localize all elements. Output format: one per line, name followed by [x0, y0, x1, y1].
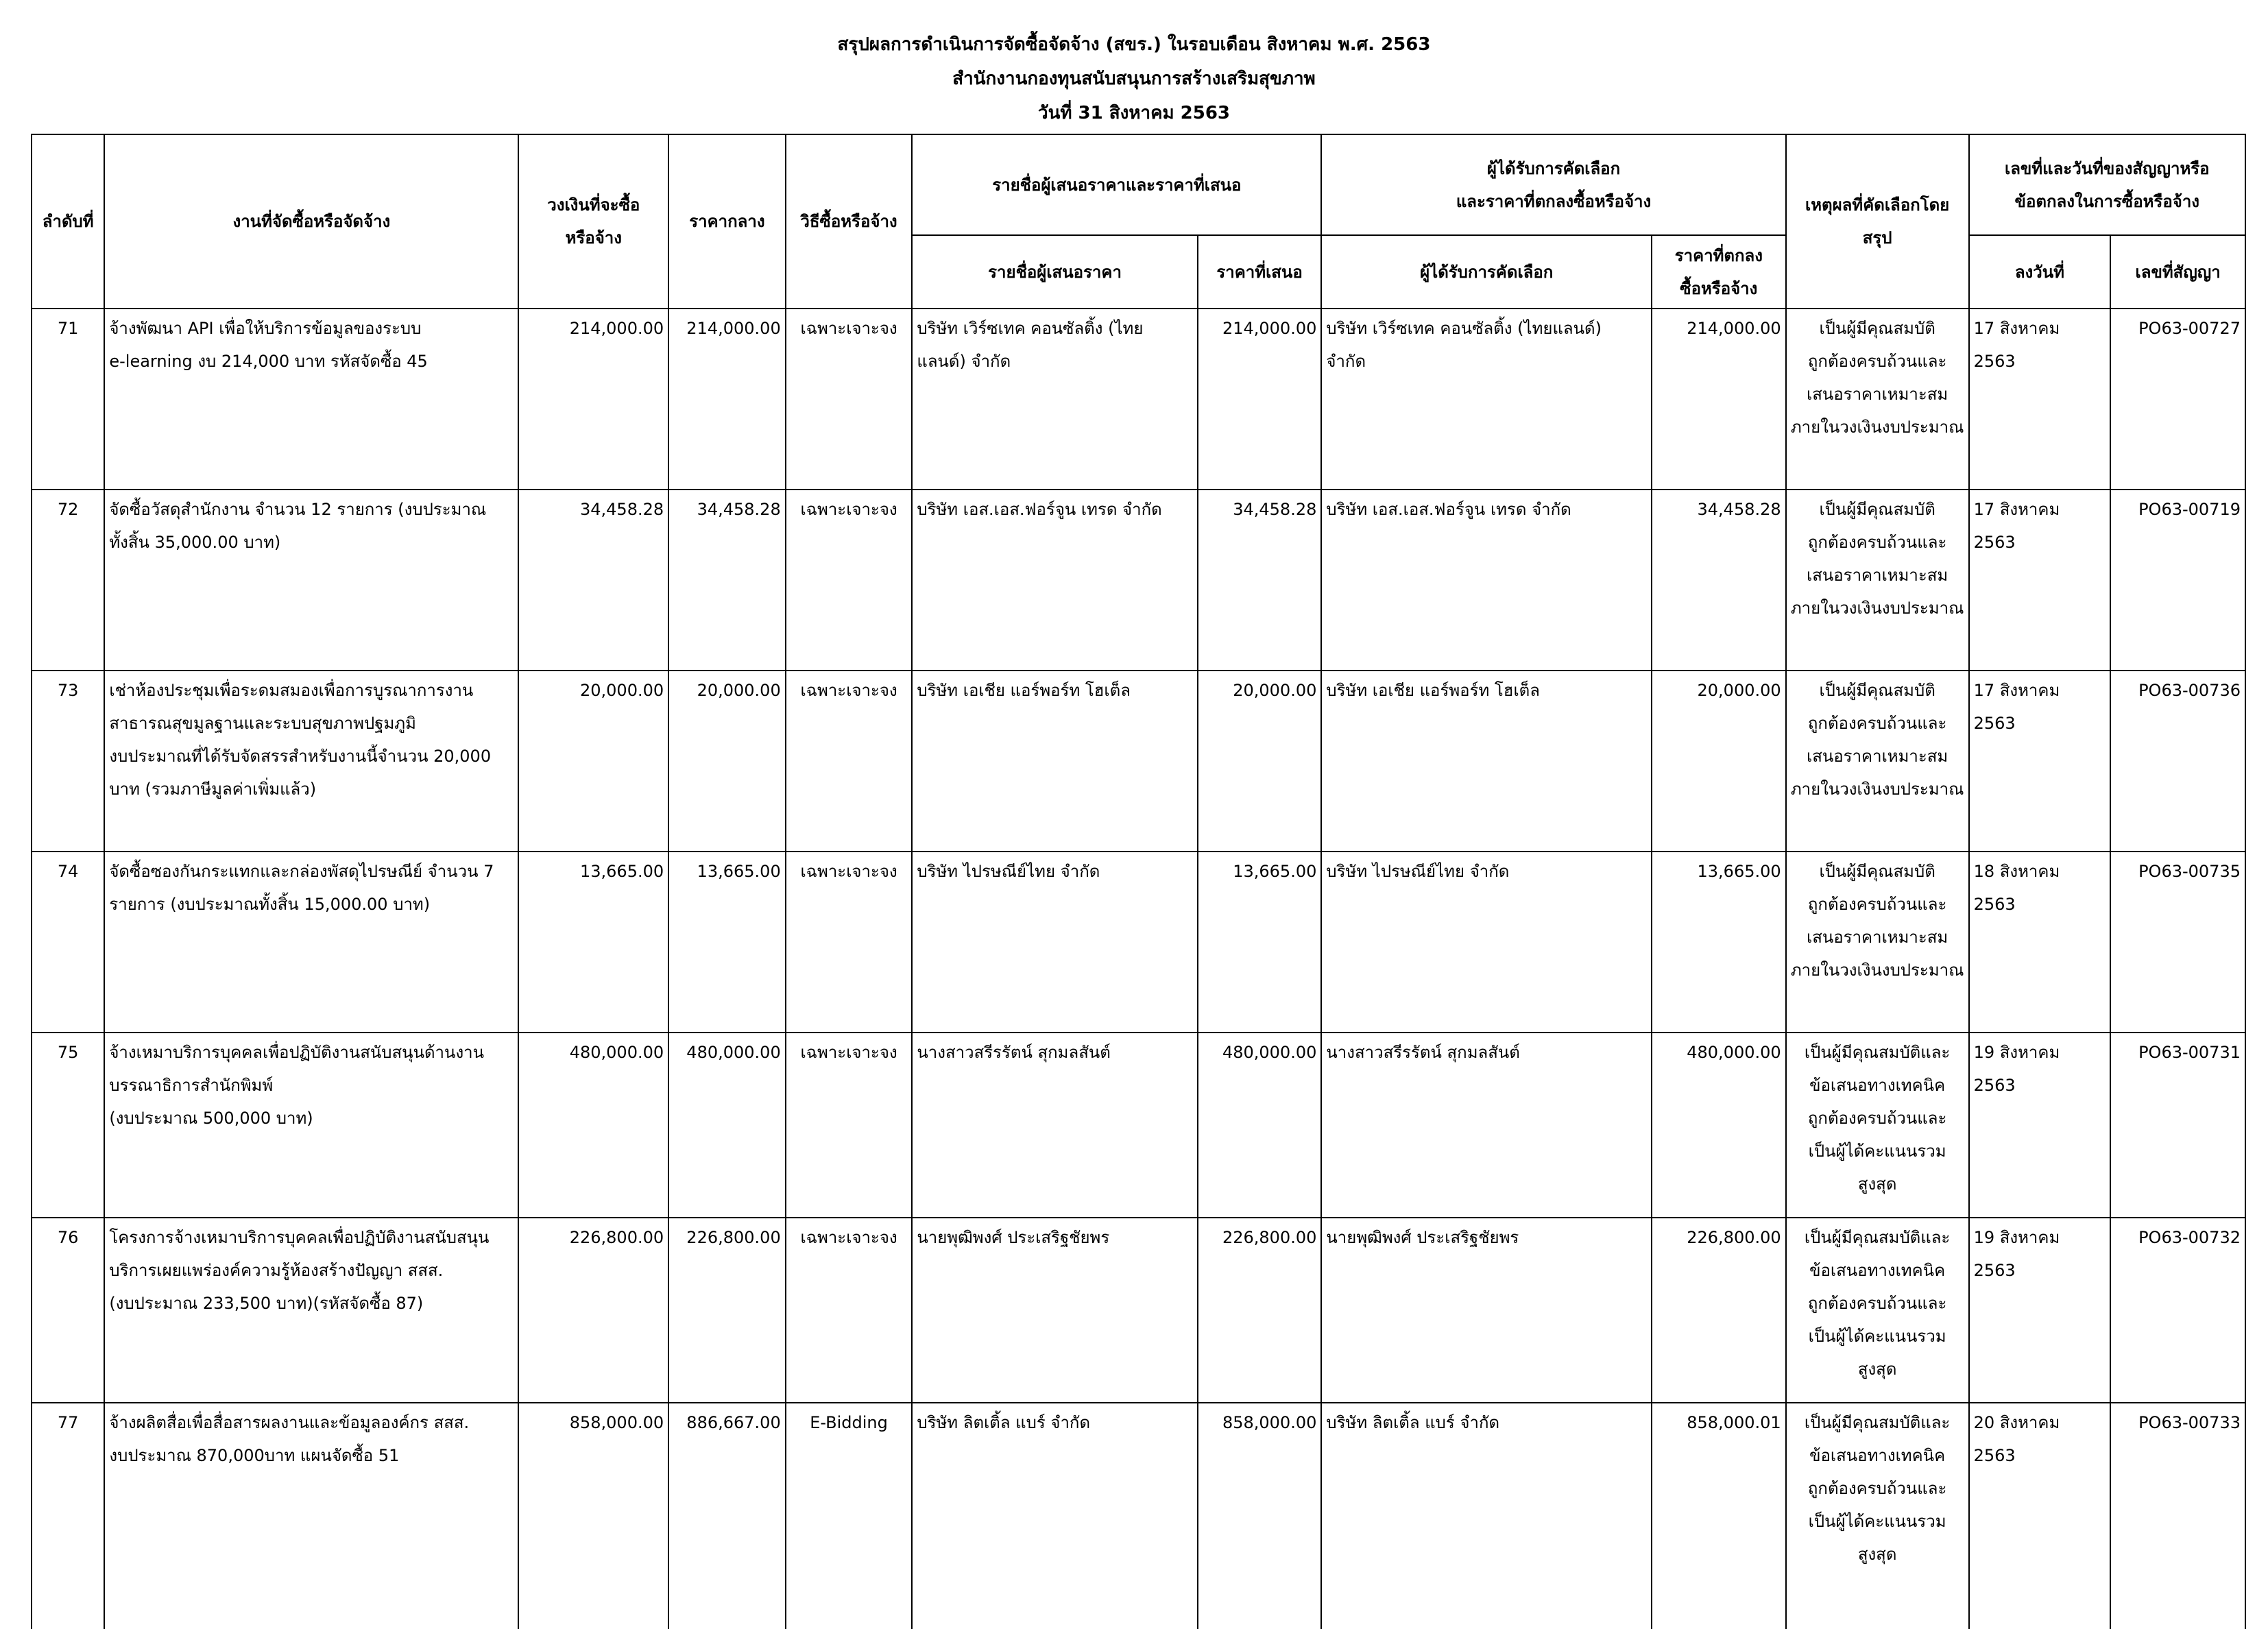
cell-method: E-Bidding [786, 1403, 913, 1629]
cell-budget: 20,000.00 [518, 671, 668, 852]
column-header-bidder-name: รายชื่อผู้เสนอราคา [912, 235, 1197, 309]
cell-median-price: 226,800.00 [668, 1218, 786, 1403]
cell-method: เฉพาะเจาะจง [786, 671, 913, 852]
column-header-agreed-price: ราคาที่ตกลง ซื้อหรือจ้าง [1652, 235, 1786, 309]
cell-bid-price: 214,000.00 [1198, 309, 1322, 490]
cell-bid-price: 480,000.00 [1198, 1033, 1322, 1218]
cell-selected-name: นายพุฒิพงศ์ ประเสริฐชัยพร [1321, 1218, 1652, 1403]
cell-work: จ้างเหมาบริการบุคคลเพื่อปฏิบัติงานสนับสนุนด้านงาน บรรณาธิการสำนักพิมพ์ (งบประมาณ 500,000 บาท) [104, 1033, 518, 1218]
cell-no: 76 [32, 1218, 104, 1403]
table-row [32, 1033, 2245, 1218]
document-header [0, 27, 2268, 130]
cell-bidder-name: บริษัท เอส.เอส.ฟอร์จูน เทรด จำกัด [912, 490, 1197, 671]
cell-work: จ้างผลิตสื่อเพื่อสื่อสารผลงานและข้อมูลองค์กร สสส. งบประมาณ 870,000บาท แผนจัดซื้อ 51 [104, 1403, 518, 1629]
cell-work: โครงการจ้างเหมาบริการบุคคลเพื่อปฏิบัติงานสนับสนุน บริการเผยแพร่องค์ความรู้ห้องสร้างปัญญา สสส. (งบประมาณ 233,500 บาท)(รหัสจัดซื้อ 87) [104, 1218, 518, 1403]
cell-budget: 214,000.00 [518, 309, 668, 490]
column-header-work: งานที่จัดซื้อหรือจัดจ้าง [104, 134, 518, 309]
cell-contract-date: 19 สิงหาคม 2563 [1969, 1033, 2111, 1218]
cell-bidder-name: นายพุฒิพงศ์ ประเสริฐชัยพร [912, 1218, 1197, 1403]
cell-reason: เป็นผู้มีคุณสมบัติและ ข้อเสนอทางเทคนิค ถูกต้องครบถ้วนและ เป็นผู้ได้คะแนนรวม สูงสุด [1786, 1218, 1969, 1403]
cell-contract-date: 17 สิงหาคม 2563 [1969, 671, 2111, 852]
cell-contract-date: 19 สิงหาคม 2563 [1969, 1218, 2111, 1403]
table-header [32, 134, 2245, 309]
table-row [32, 671, 2245, 852]
cell-contract-no: PO63-00736 [2110, 671, 2245, 852]
cell-bidder-name: บริษัท เวิร์ซเทค คอนซัลติ้ง (ไทย แลนด์) จำกัด [912, 309, 1197, 490]
cell-no: 72 [32, 490, 104, 671]
cell-method: เฉพาะเจาะจง [786, 1218, 913, 1403]
column-group-bidders: รายชื่อผู้เสนอราคาและราคาที่เสนอ [912, 134, 1321, 235]
cell-reason: เป็นผู้มีคุณสมบัติ ถูกต้องครบถ้วนและ เสนอราคาเหมาะสม ภายในวงเงินงบประมาณ [1786, 309, 1969, 490]
cell-bidder-name: บริษัท ลิตเติ้ล แบร์ จำกัด [912, 1403, 1197, 1629]
column-header-contract-no: เลขที่สัญญา [2110, 235, 2245, 309]
cell-contract-date: 17 สิงหาคม 2563 [1969, 490, 2111, 671]
cell-median-price: 13,665.00 [668, 852, 786, 1033]
cell-selected-name: บริษัท ลิตเติ้ล แบร์ จำกัด [1321, 1403, 1652, 1629]
document-title: สรุปผลการดำเนินการจัดซื้อจัดจ้าง (สขร.) ในรอบเดือน สิงหาคม พ.ศ. 2563 [837, 34, 1431, 55]
column-header-selected-name: ผู้ได้รับการคัดเลือก [1321, 235, 1652, 309]
cell-work: จัดซื้อซองกันกระแทกและกล่องพัสดุไปรษณีย์ จำนวน 7 รายการ (งบประมาณทั้งสิ้น 15,000.00 บาท) [104, 852, 518, 1033]
cell-work: จัดซื้อวัสดุสำนักงาน จำนวน 12 รายการ (งบประมาณ ทั้งสิ้น 35,000.00 บาท) [104, 490, 518, 671]
table-body [32, 309, 2245, 1629]
cell-selected-name: บริษัท ไปรษณีย์ไทย จำกัด [1321, 852, 1652, 1033]
cell-median-price: 34,458.28 [668, 490, 786, 671]
cell-agreed-price: 480,000.00 [1652, 1033, 1786, 1218]
cell-contract-no: PO63-00731 [2110, 1033, 2245, 1218]
cell-no: 77 [32, 1403, 104, 1629]
cell-selected-name: นางสาวสรีรรัตน์ สุกมลสันต์ [1321, 1033, 1652, 1218]
cell-budget: 13,665.00 [518, 852, 668, 1033]
column-header-reason: เหตุผลที่คัดเลือกโดย สรุป [1786, 134, 1969, 309]
cell-bidder-name: บริษัท เอเชีย แอร์พอร์ท โฮเต็ล [912, 671, 1197, 852]
cell-contract-date: 17 สิงหาคม 2563 [1969, 309, 2111, 490]
cell-agreed-price: 226,800.00 [1652, 1218, 1786, 1403]
cell-median-price: 214,000.00 [668, 309, 786, 490]
cell-agreed-price: 34,458.28 [1652, 490, 1786, 671]
cell-budget: 34,458.28 [518, 490, 668, 671]
cell-work: จ้างพัฒนา API เพื่อให้บริการข้อมูลของระบบ e-learning งบ 214,000 บาท รหัสจัดซื้อ 45 [104, 309, 518, 490]
cell-agreed-price: 20,000.00 [1652, 671, 1786, 852]
cell-method: เฉพาะเจาะจง [786, 490, 913, 671]
cell-agreed-price: 858,000.01 [1652, 1403, 1786, 1629]
cell-work: เช่าห้องประชุมเพื่อระดมสมองเพื่อการบูรณาการงาน สาธารณสุขมูลฐานและระบบสุขภาพปฐมภูมิ งบประมาณที่ได้รับจัดสรรสำหรับงานนี้จำนวน 20,000 บาท (รวมภาษีมูลค่าเพิ่มแล้ว) [104, 671, 518, 852]
cell-contract-no: PO63-00719 [2110, 490, 2245, 671]
document-date: วันที่ 31 สิงหาคม 2563 [1037, 103, 1231, 123]
procurement-table [31, 134, 2246, 1629]
cell-no: 74 [32, 852, 104, 1033]
cell-budget: 226,800.00 [518, 1218, 668, 1403]
table-row [32, 309, 2245, 490]
cell-selected-name: บริษัท เอส.เอส.ฟอร์จูน เทรด จำกัด [1321, 490, 1652, 671]
organization-name: สำนักงานกองทุนสนับสนุนการสร้างเสริมสุขภาพ [952, 69, 1316, 89]
column-header-method: วิธีซื้อหรือจ้าง [786, 134, 913, 309]
cell-method: เฉพาะเจาะจง [786, 1033, 913, 1218]
cell-bid-price: 13,665.00 [1198, 852, 1322, 1033]
cell-selected-name: บริษัท เอเชีย แอร์พอร์ท โฮเต็ล [1321, 671, 1652, 852]
cell-bid-price: 226,800.00 [1198, 1218, 1322, 1403]
cell-bidder-name: นางสาวสรีรรัตน์ สุกมลสันต์ [912, 1033, 1197, 1218]
column-header-bid-price: ราคาที่เสนอ [1198, 235, 1322, 309]
column-header-median-price: ราคากลาง [668, 134, 786, 309]
cell-median-price: 20,000.00 [668, 671, 786, 852]
cell-agreed-price: 13,665.00 [1652, 852, 1786, 1033]
table-row [32, 1218, 2245, 1403]
cell-method: เฉพาะเจาะจง [786, 852, 913, 1033]
cell-contract-no: PO63-00735 [2110, 852, 2245, 1033]
cell-contract-date: 18 สิงหาคม 2563 [1969, 852, 2111, 1033]
column-header-budget: วงเงินที่จะซื้อ หรือจ้าง [518, 134, 668, 309]
column-header-contract-date: ลงวันที่ [1969, 235, 2111, 309]
cell-reason: เป็นผู้มีคุณสมบัติ ถูกต้องครบถ้วนและ เสนอราคาเหมาะสม ภายในวงเงินงบประมาณ [1786, 852, 1969, 1033]
cell-no: 75 [32, 1033, 104, 1218]
cell-reason: เป็นผู้มีคุณสมบัติและ ข้อเสนอทางเทคนิค ถูกต้องครบถ้วนและ เป็นผู้ได้คะแนนรวม สูงสุด [1786, 1033, 1969, 1218]
cell-budget: 858,000.00 [518, 1403, 668, 1629]
cell-method: เฉพาะเจาะจง [786, 309, 913, 490]
cell-reason: เป็นผู้มีคุณสมบัติ ถูกต้องครบถ้วนและ เสนอราคาเหมาะสม ภายในวงเงินงบประมาณ [1786, 490, 1969, 671]
cell-median-price: 886,667.00 [668, 1403, 786, 1629]
cell-reason: เป็นผู้มีคุณสมบัติ ถูกต้องครบถ้วนและ เสนอราคาเหมาะสม ภายในวงเงินงบประมาณ [1786, 671, 1969, 852]
cell-agreed-price: 214,000.00 [1652, 309, 1786, 490]
cell-contract-no: PO63-00732 [2110, 1218, 2245, 1403]
cell-no: 71 [32, 309, 104, 490]
cell-budget: 480,000.00 [518, 1033, 668, 1218]
table-row [32, 1403, 2245, 1629]
cell-contract-date: 20 สิงหาคม 2563 [1969, 1403, 2111, 1629]
cell-bid-price: 858,000.00 [1198, 1403, 1322, 1629]
column-group-contract: เลขที่และวันที่ของสัญญาหรือ ข้อตกลงในการซื้อหรือจ้าง [1969, 134, 2245, 235]
cell-selected-name: บริษัท เวิร์ซเทค คอนซัลติ้ง (ไทยแลนด์) จำกัด [1321, 309, 1652, 490]
cell-contract-no: PO63-00733 [2110, 1403, 2245, 1629]
cell-bid-price: 34,458.28 [1198, 490, 1322, 671]
cell-reason: เป็นผู้มีคุณสมบัติและ ข้อเสนอทางเทคนิค ถูกต้องครบถ้วนและ เป็นผู้ได้คะแนนรวม สูงสุด [1786, 1403, 1969, 1629]
cell-bidder-name: บริษัท ไปรษณีย์ไทย จำกัด [912, 852, 1197, 1033]
cell-median-price: 480,000.00 [668, 1033, 786, 1218]
column-group-selected: ผู้ได้รับการคัดเลือก และราคาที่ตกลงซื้อหรือจ้าง [1321, 134, 1785, 235]
cell-bid-price: 20,000.00 [1198, 671, 1322, 852]
table-row [32, 490, 2245, 671]
table-row [32, 852, 2245, 1033]
cell-contract-no: PO63-00727 [2110, 309, 2245, 490]
column-header-no: ลำดับที่ [32, 134, 104, 309]
cell-no: 73 [32, 671, 104, 852]
